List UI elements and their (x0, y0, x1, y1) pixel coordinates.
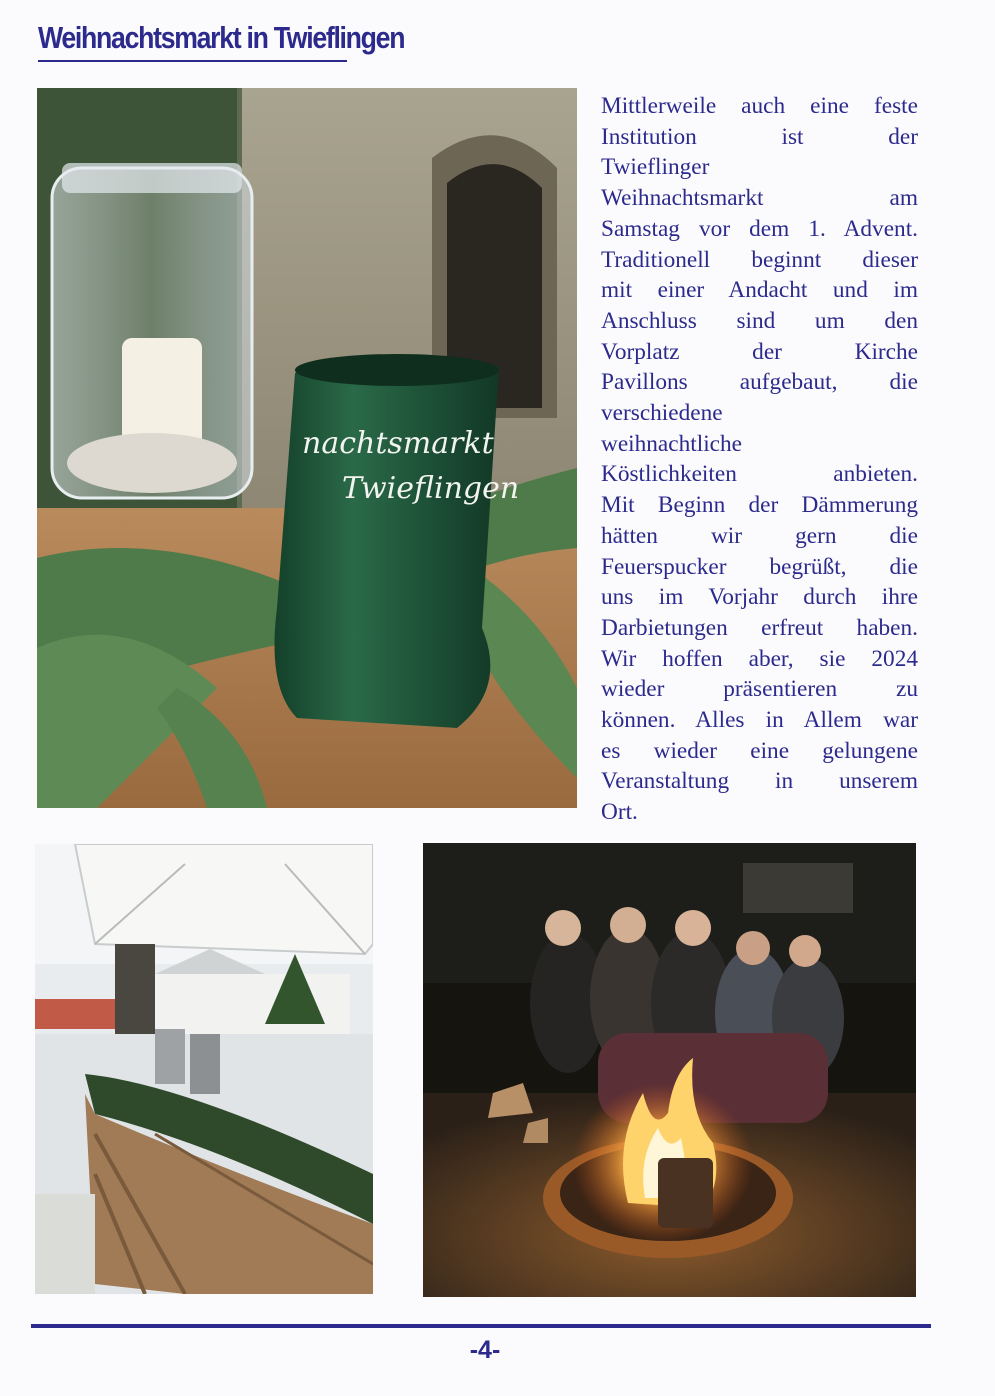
mug-inscription-line2: Twieflingen (342, 471, 520, 506)
article-line: weihnachtliche (601, 430, 743, 457)
article-line: verschiedene (601, 400, 723, 427)
article-line: Mittlerweile auch eine feste (601, 93, 918, 119)
article-line: mit einer Andacht und im (601, 277, 918, 304)
article-line: Ort. (601, 799, 638, 826)
article-line: Anschluss sind um den (601, 307, 918, 334)
article-line: Twieflinger (601, 154, 710, 181)
title-underline (38, 60, 347, 62)
footer-rule (31, 1324, 931, 1328)
article-line: Weihnachtsmarkt am (601, 185, 918, 212)
article-line: Vorplatz der Kirche (601, 338, 918, 365)
photo-campfire (423, 843, 916, 1297)
article-line: Institution ist der (601, 123, 918, 150)
photo-christmas-market-mug (37, 88, 577, 808)
mug-inscription-line1: nachtsmarkt (302, 426, 494, 461)
article-line: wieder präsentieren zu (601, 676, 918, 703)
article-text (601, 91, 918, 828)
article-line: Pavillons aufgebaut, die (601, 369, 918, 396)
article-line: es wieder eine gelungene (601, 737, 918, 764)
article-line: Samstag vor dem 1. Advent. (601, 215, 918, 242)
article-line: Wir hoffen aber, sie 2024 (601, 645, 918, 672)
article-line: Mit Beginn der Dämmerung (601, 492, 918, 519)
photo-market-stand (35, 844, 373, 1294)
article-line: Köstlichkeiten anbieten. (601, 461, 918, 488)
article-line: Darbietungen erfreut haben. (601, 614, 918, 641)
page-number: -4- (469, 1336, 501, 1364)
article-line: uns im Vorjahr durch ihre (601, 584, 918, 611)
article-line: hätten wir gern die (601, 522, 918, 549)
article-line: Traditionell beginnt dieser (601, 246, 918, 273)
page-title: Weihnachtsmarkt in Twieflingen (38, 20, 405, 55)
article-line: Veranstaltung in unserem (601, 768, 918, 795)
article-line: Feuerspucker begrüßt, die (601, 553, 918, 580)
article-line: können. Alles in Allem war (601, 707, 918, 734)
